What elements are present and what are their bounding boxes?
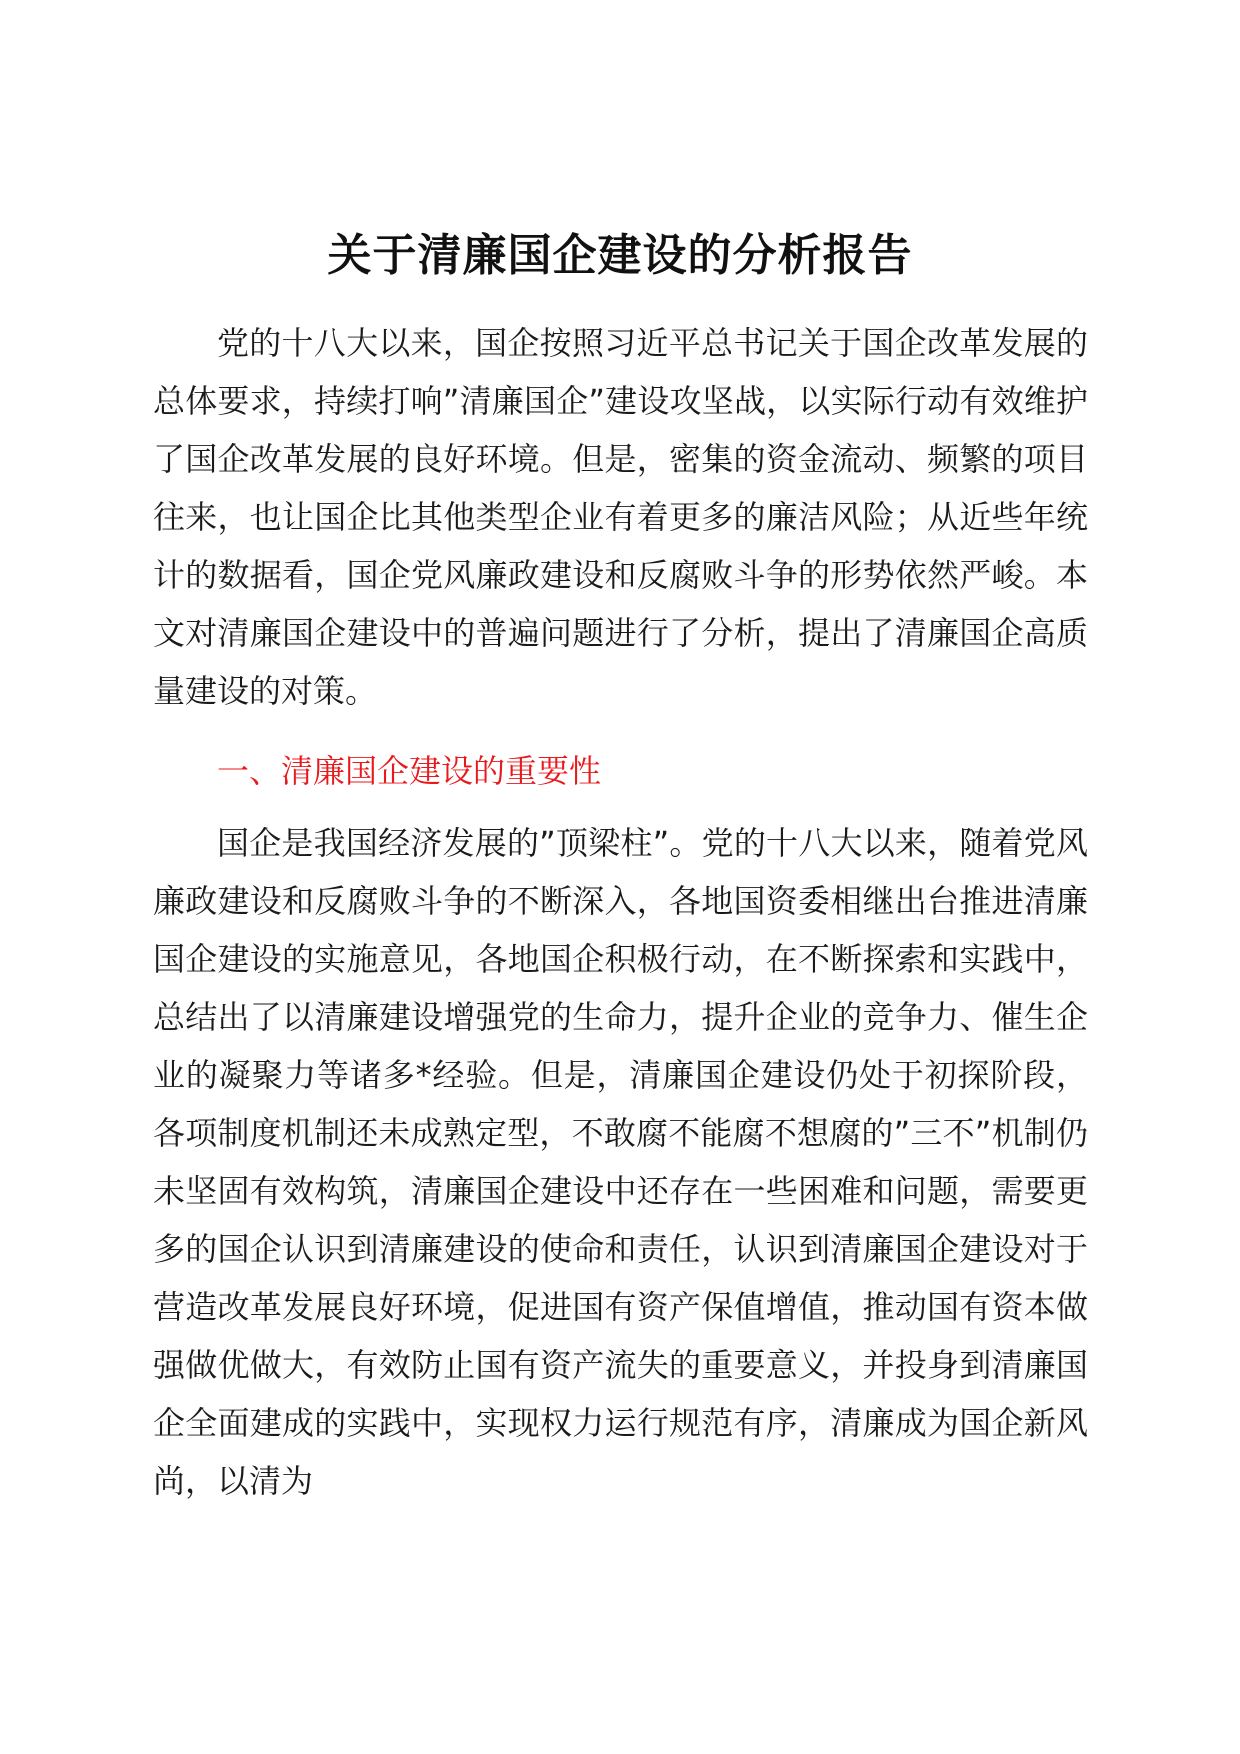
section-paragraph: 国企是我国经济发展的”顶梁柱”。党的十八大以来，随着党风廉政建设和反腐败斗争的不断深入，各地国资委相继出台推进清廉国企建设的实施意见，各地国企积极行动，在不断探索和实践中，总结出了以清廉建设增强党的生命力，提升企业的竞争力、催生企业的凝聚力等诸多*经验。但是，清廉国企建设仍处于初探阶段，各项制度机制还未成熟定型，不敢腐不能腐不想腐的”三不”机制仍未坚固有效构筑，清廉国企建设中还存在一些困难和问题，需要更多的国企认识到清廉建设的使命和责任，认识到清廉国企建设对于营造改革发展良好环境，促进国有资产保值增值，推动国有资本做强做优做大，有效防止国有资产流失的重要意义，并投身到清廉国企全面建成的实践中，实现权力运行规范有序，清廉成为国企新风尚，以清为 <box>153 824 1088 1500</box>
document-title: 关于清廉国企建设的分析报告 <box>327 230 913 281</box>
intro-paragraph: 党的十八大以来，国企按照习近平总书记关于国企改革发展的总体要求，持续打响”清廉国企”建设攻坚战，以实际行动有效维护了国企改革发展的良好环境。但是，密集的资金流动、频繁的项目往来，也让国企比其他类型企业有着更多的廉洁风险；从近些年统计的数据看，国企党风廉政建设和反腐败斗争的形势依然严峻。本文对清廉国企建设中的普遍问题进行了分析，提出了清廉国企高质量建设的对策。 <box>153 324 1088 710</box>
section-heading: 一、清廉国企建设的重要性 <box>217 752 602 790</box>
